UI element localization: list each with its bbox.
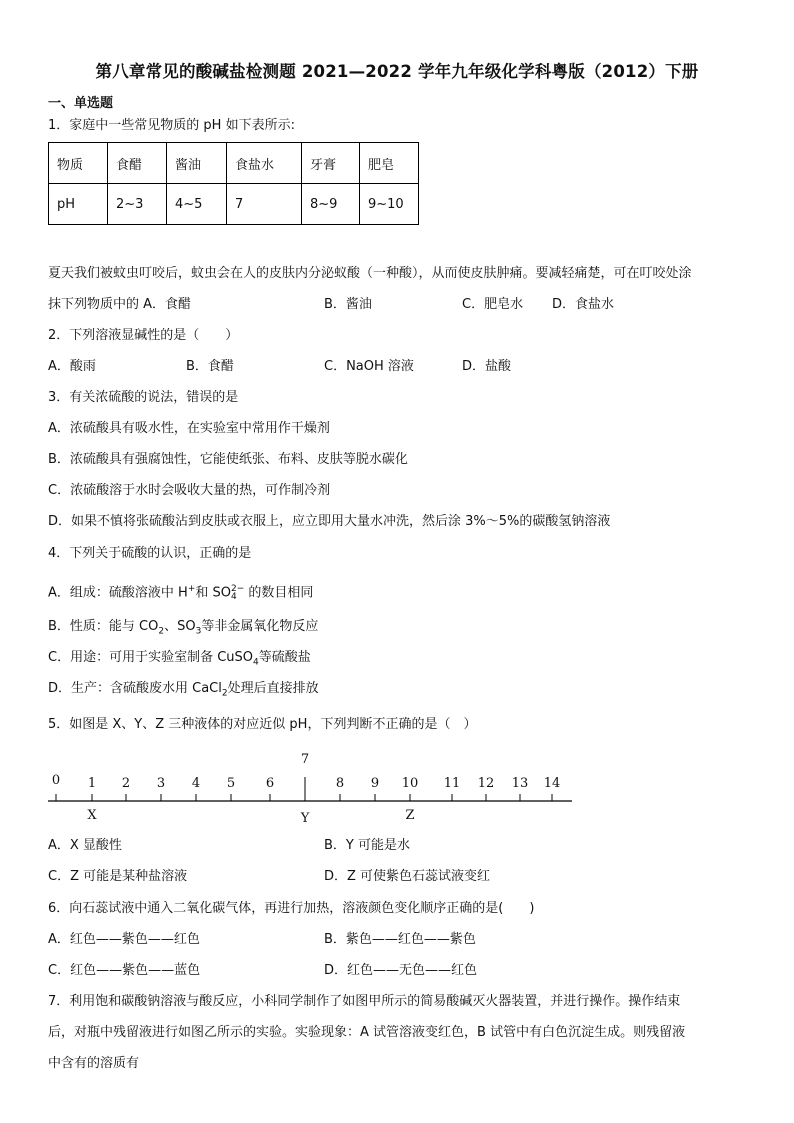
question-1-stem: 1．家庭中一些常见物质的 pH 如下表所示: — [48, 118, 295, 133]
tick-label: 12 — [477, 776, 495, 791]
question-7-line-1: 7．利用饱和碳酸钠溶液与酸反应，小科同学制作了如图甲所示的简易酸碱灭火器装置，并进行操作。操作结束 — [48, 994, 681, 1009]
tick-label: 11 — [443, 776, 461, 791]
ph-axis-svg — [48, 752, 578, 832]
table-cell: 牙膏 — [302, 143, 360, 184]
option-text: B．性质：能与 CO — [48, 619, 159, 634]
question-2-option-c: C．NaOH 溶液 — [324, 359, 414, 374]
question-4-stem: 4．下列关于硫酸的认识，正确的是 — [48, 546, 252, 561]
question-6-option-a: A．红色——紫色——红色 — [48, 932, 200, 947]
question-7-line-3: 中含有的溶质有 — [48, 1056, 140, 1071]
option-text: 、SO — [164, 619, 196, 634]
table-cell: 肥皂 — [360, 143, 419, 184]
option-text: 等硫酸盐 — [258, 650, 311, 665]
table-cell: 9~10 — [360, 184, 419, 225]
subscript: 4 — [253, 657, 259, 668]
tick-label: 7 — [300, 752, 310, 767]
question-1-text: 夏天我们被蚊虫叮咬后，蚊虫会在人的皮肤内分泌蚁酸（一种酸），从而使皮肤肿痛。要减轻痛楚，可在叮咬处涂 — [48, 266, 692, 281]
option-text: 处理后直接排放 — [227, 681, 319, 696]
tick-label: 14 — [543, 776, 561, 791]
mark-label-y: Y — [300, 811, 310, 826]
option-text: 和 SO — [195, 585, 231, 601]
question-2-option-d: D．盐酸 — [462, 359, 512, 374]
table-cell: 食盐水 — [227, 143, 302, 184]
mark-label-x: X — [87, 808, 97, 823]
subscript: 2 — [158, 626, 165, 637]
option-text: 等非金属氧化物反应 — [201, 619, 319, 634]
ph-number-line — [48, 752, 578, 832]
question-5-stem: 5．如图是 X、Y、Z 三种液体的对应近似 pH，下列判断不正确的是（ ） — [48, 717, 477, 732]
superscript: + — [187, 584, 196, 594]
question-3-option-c: C．浓硫酸溶于水时会吸收大量的热，可作制冷剂 — [48, 483, 331, 498]
tick-label: 10 — [401, 776, 419, 791]
table-row — [49, 184, 419, 225]
tick-label: 0 — [51, 773, 61, 788]
question-4-option-a — [48, 580, 313, 602]
question-1-option-d: D．食盐水 — [552, 297, 615, 312]
tick-label: 3 — [156, 776, 166, 791]
table-cell: pH — [49, 184, 108, 225]
superscript: 2− — [230, 583, 245, 594]
tick-label: 1 — [87, 776, 97, 791]
tick-label: 13 — [511, 776, 529, 791]
mark-label-z: Z — [405, 808, 415, 823]
question-5-option-a: A．X 显酸性 — [48, 838, 122, 853]
tick-label: 8 — [335, 776, 345, 791]
question-5-option-b: B．Y 可能是水 — [324, 838, 410, 853]
question-5-option-c: C．Z 可能是某种盐溶液 — [48, 869, 188, 884]
question-2-option-b: B．食醋 — [186, 359, 234, 374]
page-title: 第八章常见的酸碱盐检测题 2021—2022 学年九年级化学科粤版（2012）下册 — [95, 62, 699, 81]
option-text: 的数目相同 — [244, 585, 314, 601]
question-6-option-b: B．紫色——红色——紫色 — [324, 932, 476, 947]
question-1-option-c: C．肥皂水 — [462, 297, 524, 312]
tick-label: 2 — [121, 776, 131, 791]
question-3-option-d: D．如果不慎将张硫酸沾到皮肤或衣服上，应立即用大量水冲洗，然后涂 3%～5%的碳酸氢钠溶液 — [48, 514, 611, 529]
table-row — [49, 143, 419, 184]
question-2-option-a: A．酸雨 — [48, 359, 96, 374]
question-3-stem: 3．有关浓硫酸的说法，错误的是 — [48, 390, 239, 405]
subscript: 2 — [221, 688, 228, 699]
table-cell: 物质 — [49, 143, 108, 184]
subscript: 3 — [195, 626, 202, 637]
option-text: C．用途：可用于实验室制备 CuSO — [48, 650, 254, 665]
option-text: A．组成：硫酸溶液中 H — [48, 585, 188, 601]
question-3-option-b: B．浓硫酸具有强腐蚀性，它能使纸张、布料、皮肤等脱水碳化 — [48, 452, 408, 467]
tick-label: 9 — [370, 776, 380, 791]
question-7-line-2: 后，对瓶中残留液进行如图乙所示的实验。实验现象：A 试管溶液变红色，B 试管中有白色沉淀生成。则残留液 — [48, 1025, 686, 1040]
question-5-option-d: D．Z 可使紫色石蕊试液变红 — [324, 869, 491, 884]
question-4-option-d — [48, 680, 319, 703]
subscript: 4 — [230, 591, 237, 602]
table-cell: 食醋 — [108, 143, 167, 184]
question-4-option-c — [48, 649, 311, 672]
question-4-option-b — [48, 618, 318, 641]
question-1-option-a: 抹下列物质中的 A．食醋 — [48, 297, 192, 312]
tick-label: 6 — [265, 776, 275, 791]
question-6-option-c: C．红色——紫色——蓝色 — [48, 963, 201, 978]
question-2-stem: 2．下列溶液显碱性的是（ ） — [48, 328, 239, 343]
table-cell: 7 — [227, 184, 302, 225]
question-1-option-b: B．酱油 — [324, 297, 372, 312]
ph-table — [48, 142, 419, 225]
table-cell: 8~9 — [302, 184, 360, 225]
tick-label: 4 — [191, 776, 201, 791]
tick-label: 5 — [226, 776, 236, 791]
table-cell: 酱油 — [167, 143, 227, 184]
question-3-option-a: A．浓硫酸具有吸水性，在实验室中常用作干燥剂 — [48, 421, 330, 436]
section-heading: 一、单选题 — [48, 96, 114, 111]
question-6-option-d: D．红色——无色——红色 — [324, 963, 478, 978]
table-cell: 4~5 — [167, 184, 227, 225]
option-text: D．生产：含硫酸废水用 CaCl — [48, 681, 222, 696]
table-cell: 2~3 — [108, 184, 167, 225]
question-6-stem: 6．向石蕊试液中通入二氧化碳气体，再进行加热，溶液颜色变化顺序正确的是( ) — [48, 901, 535, 916]
